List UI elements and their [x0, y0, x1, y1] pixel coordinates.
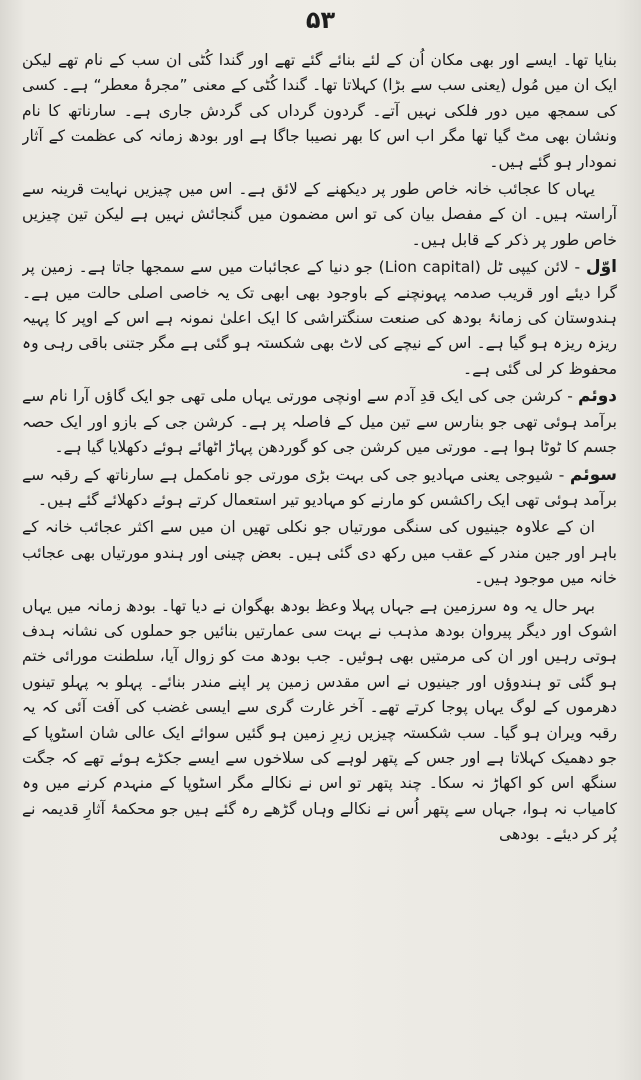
paragraph-1-text: بنایا تھا۔ ایسے اور بھی مکان اُن کے لئے بنائے گئے تھے اور گندا کُٹی ان سب کے نام تھے لیکن ایک ان میں مُول (یعنی سب سے بڑا) کہلاتا تھا۔ گندا کُٹی کے معنی ”مجرۂ معطر“ ہے۔ کسی کی سمجھ میں دور فلکی نہیں آتے۔ گردون گرداں کی گردش جاری ہے۔ سارناتھ کا نام ونشان بھی مٹ گیا تھا مگر اب اس کا بھر نصیبا جاگا ہے اور بودھ زمانہ کی عظمت کے آثار نمودار ہو گئے ہیں۔ [22, 51, 617, 171]
paragraph-4-text: - کرشن جی کی ایک قدِ آدم سے اونچی مورتی یہاں ملی تھی جو ایک گاؤں آرا نام سے برآمد ہوئی تھی جو بنارس سے تین میل کے فاصلہ پر ہے۔ کرشن جی کے بازو اور ایک حصہ جسم کا ٹوٹا ہوا ہے۔ مورتی میں کرشن جی کو گوردھن پہاڑ اٹھائے ہوئے دکھلایا گیا ہے۔ [22, 387, 617, 457]
paragraph-3 [22, 255, 617, 382]
paragraph-5-text: - شیوجی یعنی مہادیو جی کی بہت بڑی مورتی جو نامکمل ہے سارناتھ کے رقبہ سے برآمد ہوئی تھی ایک راکشس کو مارنے کو مہادیو تیر استعمال کرتے ہوئے دکھلائے گئے ہیں۔ [22, 465, 617, 509]
paragraph-2 [22, 177, 617, 253]
paragraph-6 [22, 515, 617, 591]
page-number: ۵۳ [305, 6, 336, 34]
paragraph-3-text: - لائن کیپی ٹل (Lion capital) جو دنیا کے عجائبات میں سے سمجھا جاتا ہے۔ زمین پر گرا دیئے اور قریب صدمہ پہونچنے کے باوجود بھی ابھی تک یہ خاصی اصلی حالت میں ہے۔ ہندوستان کی زمانۂ بودھ کی صنعت سنگتراشی کا ایک اعلیٰ نمونہ ہے اس کے اوپر کا پہیہ ریزہ ریزہ ہو گیا ہے۔ اس کے نیچے کی لاٹ بھی شکستہ ہو گئی ہے مگر جتنی باقی رہی وہ محفوظ کر لی گئی ہے۔ [22, 258, 617, 378]
page-body [22, 48, 617, 1074]
paragraph-6-text: ان کے علاوہ جینیوں کی سنگی مورتیاں جو نکلی تھیں ان میں سے اکثر عجائب خانہ کے باہر اور جین مندر کے عقب میں رکھ دی گئی ہیں۔ بعض چینی اور ہندو مورتیاں بھی عجائب خانہ میں موجود ہیں۔ [22, 518, 617, 588]
paragraph-2-text: یہاں کا عجائب خانہ خاص طور پر دیکھنے کے لائق ہے۔ اس میں چیزیں نہایت قرینہ سے آراستہ ہیں۔ ان کے مفصل بیان کی تو اس مضمون میں گنجائش نہیں ہے لیکن تین چیزیں خاص طور پر ذکر کے قابل ہیں۔ [22, 180, 617, 249]
paragraph-7 [22, 594, 617, 848]
paragraph-1 [22, 48, 617, 175]
paragraph-4 [22, 384, 617, 460]
paragraph-7-text: بہر حال یہ وہ سرزمین ہے جہاں پہلا وعظ بودھ بھگوان نے دیا تھا۔ بودھ زمانہ میں یہاں اشوک اور دیگر پیروان بودھ مذہب نے بہت سی عمارتیں بنائیں جو حملوں کی نشانہ ہدف ہوتی رہیں اور ان کی مرمتیں بھی ہوئیں۔ جب بودھ مت کو زوال آیا، سلطنت مورائی ختم ہو گئی تو ہندوؤں اور جینیوں نے اس مقدس زمین پر اپنے مندر بنائے۔ پہلو بہ پہلو تینوں دھرموں کے لوگ یہاں پوجا کرتے تھے۔ آخر غارت گری سے ایسی غضب کی آفت آئی کہ یہ رقبہ ویران ہو گیا۔ سب شکستہ چیزیں زیرِ زمین ہو گئیں سوائے ایک عالی شان اسٹوپا کے جو دھمیک کہلاتا ہے اور جس کے پتھر لوہے کی سلاخوں سے ایسے جکڑے ہوئے تھے کہ جگت سنگھ اس کو اکھاڑ نہ سکا۔ چند پتھر تو اس نے نکالے مگر اسٹوپا کے منہدم کرنے میں وہ کامیاب نہ ہوا، جہاں سے پتھر اُس نے نکالے وہاں گڑھے رہ گئے ہیں جو محکمۂ آثارِ قدیمہ نے پُر کر دیئے۔ بودھی [22, 596, 617, 844]
paragraph-5-lead: سوئم [569, 464, 617, 485]
paragraph-3-lead: اوّل [585, 257, 617, 278]
paragraph-4-lead: دوئم [577, 386, 617, 407]
paragraph-5 [22, 463, 617, 514]
